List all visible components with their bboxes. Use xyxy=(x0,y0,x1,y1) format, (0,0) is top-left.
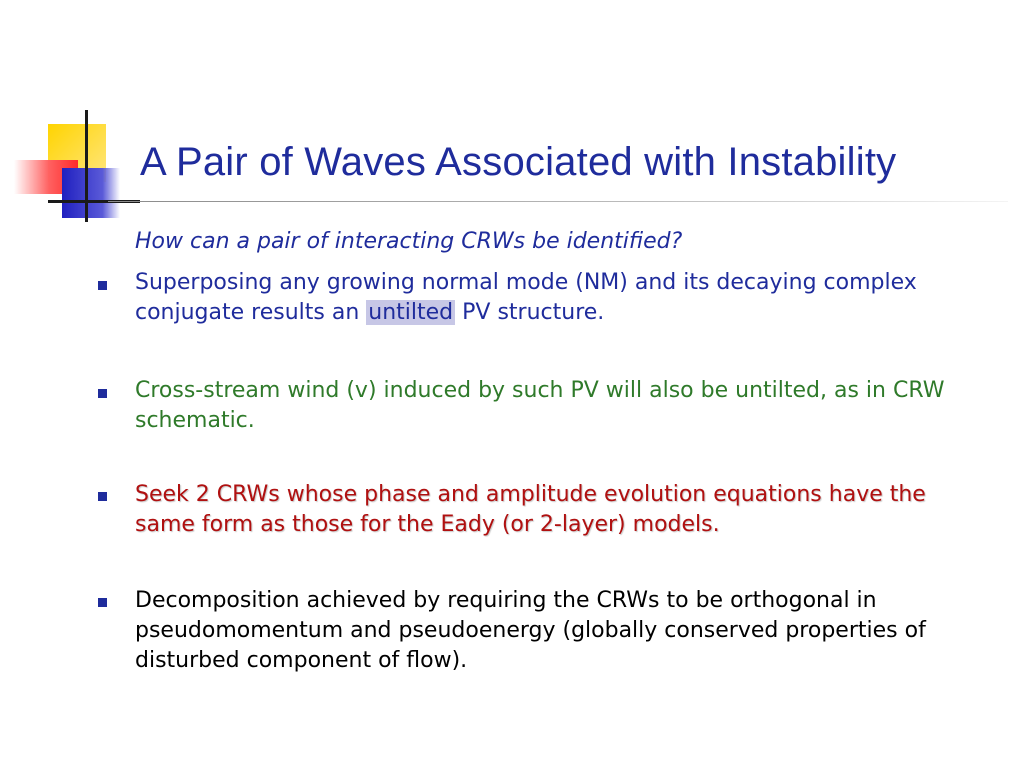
slide-question: How can a pair of interacting CRWs be identified? xyxy=(135,229,683,254)
blue-square-decoration xyxy=(62,168,120,218)
vertical-line-decoration xyxy=(85,110,88,222)
untilted-highlight: untilted xyxy=(368,300,454,325)
square-bullet-icon xyxy=(98,598,107,607)
bullet-item-3: Seek 2 CRWs whose phase and amplitude evolution equations have the same form as those for the Eady (or 2-layer) models. xyxy=(135,482,926,537)
bullet-item-4: Decomposition achieved by requiring the CRWs to be orthogonal in pseudomomentum and pseudoenergy (globally conserved properties of disturbed component of flow). xyxy=(135,588,926,673)
bullet-item-2: Cross-stream wind (v) induced by such PV will also be untilted, as in CRW schematic. xyxy=(135,378,945,433)
square-bullet-icon xyxy=(98,492,107,501)
bullet-item-1-tail: PV structure. xyxy=(455,300,605,325)
bullet-item-1-text: Superposing any growing normal mode (NM) and its decaying complex conjugate results an xyxy=(135,270,917,325)
square-bullet-icon xyxy=(98,281,107,290)
square-bullet-icon xyxy=(98,389,107,398)
slide-title: A Pair of Waves Associated with Instability xyxy=(140,140,897,184)
bullet-item-1 xyxy=(135,268,975,328)
title-divider xyxy=(108,201,1008,202)
slide-logo-decoration xyxy=(0,0,140,240)
